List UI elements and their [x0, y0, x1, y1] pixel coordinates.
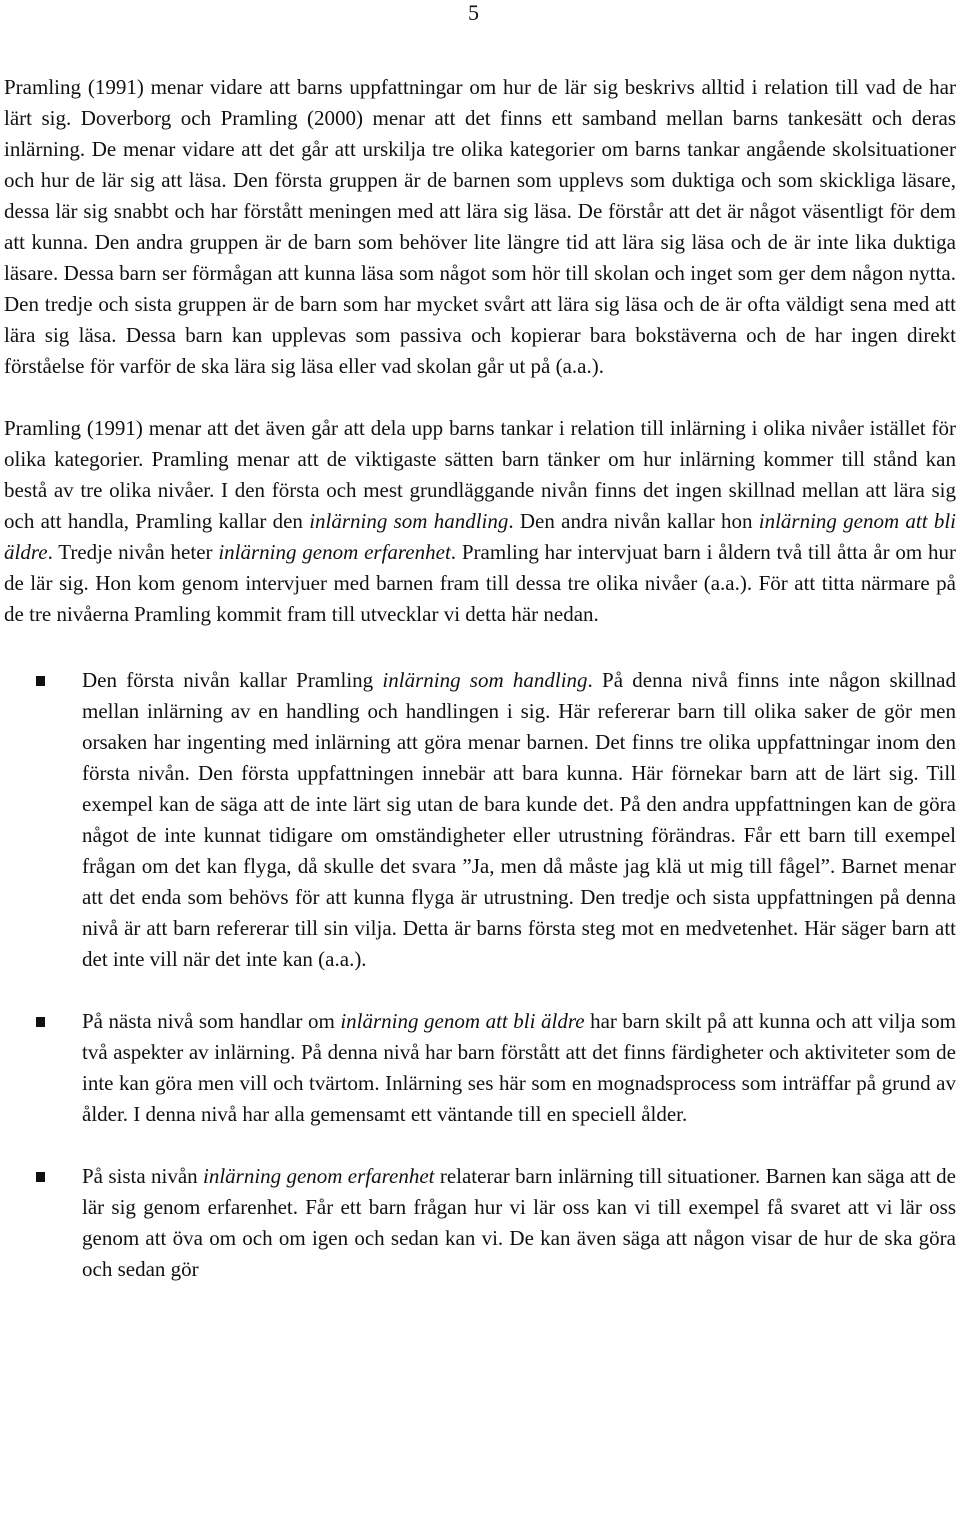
document-body — [4, 72, 956, 1285]
emphasis-term: inlärning genom att bli äldre — [4, 509, 957, 564]
page-number: 5 — [468, 0, 479, 25]
square-bullet-icon — [36, 1172, 45, 1182]
square-bullet-icon — [36, 1017, 45, 1027]
bullet-item-level-2 — [4, 1006, 956, 1130]
paragraph-text: . Pramling har intervjuat barn i åldern två till åtta år om hur de lär sig. Hon kom genom intervjuer med barnen fram till dessa tre olika nivåer (a.a.). För att titta närmare på de tre nivåerna Pramling kommit fram till utvecklar vi detta här nedan. — [4, 540, 956, 626]
levels-bullet-list — [4, 665, 956, 1285]
paragraph-text: . Tredje nivån heter — [47, 540, 219, 564]
bullet-text: På sista nivån — [82, 1164, 203, 1188]
paragraph-levels — [4, 413, 956, 630]
bullet-text: På nästa nivå som handlar om — [82, 1009, 341, 1033]
emphasis-term: inlärning genom att bli äldre — [340, 1009, 585, 1033]
emphasis-term: inlärning genom erfarenhet — [218, 540, 451, 564]
emphasis-term: inlärning genom erfarenhet — [202, 1164, 435, 1188]
paragraph-text: Pramling (1991) menar vidare att barns uppfattningar om hur de lär sig beskrivs alltid i relation till vad de har lärt sig. Doverborg och Pramling (2000) menar att det finns ett samband mellan barns tankesätt och deras inlärning. De menar vidare att det går att urskilja tre olika kategorier om barns tankar angående skolsituationer och hur de lär sig att läsa. Den första gruppen är de barnen som upplevs som duktiga och som skickliga läsare, dessa lär sig snabbt och har förstått meningen med att lära sig läsa. De förstår att det är något väsentligt för dem att kunna. Den andra gruppen är de barn som behöver lite längre tid att lära sig läsa och de är inte lika duktiga läsare. Dessa barn ser förmågan att kunna läsa som något som hör till skolan och inget som ger dem någon nytta. Den tredje och sista gruppen är de barn som har mycket svårt att lära sig läsa och de är ofta väldigt sena med att lära sig läsa. Dessa barn kan upplevas som passiva och kopierar bara bokstäverna och de har ingen direkt förståelse för varför de ska lära sig läsa eller vad skolan går ut på (a.a.). — [4, 75, 956, 378]
bullet-text: Den första nivån kallar Pramling — [82, 668, 383, 692]
bullet-text: relaterar barn inlärning till situationer. Barnen kan säga att de lär sig genom erfarenhet. Får ett barn frågan hur vi lär oss kan vi till exempel få svaret att vi lär oss genom att öva om och om igen och sedan kan vi. De kan även säga att någon visar de hur de ska göra och sedan gör — [82, 1164, 956, 1281]
bullet-item-level-1 — [4, 665, 956, 975]
bullet-text: har barn skilt på att kunna och att vilja som två aspekter av inlärning. På denna nivå har barn förstått att det finns färdigheter och aktiviteter som de inte kan göra men vill och tvärtom. Inlärning ses här som en mognadsprocess som inträffar på grund av ålder. I denna nivå har alla gemensamt ett väntande till en speciell ålder. — [82, 1009, 956, 1126]
paragraph-text: . Den andra nivån kallar hon — [508, 509, 759, 533]
emphasis-term: inlärning som handling — [382, 668, 588, 692]
paragraph-text: Pramling (1991) menar att det även går att dela upp barns tankar i relation till inlärning i olika nivåer istället för olika kategorier. Pramling menar att de viktigaste sätten barn tänker om hur inlärning kommer till stånd kan bestå av tre olika nivåer. I den första och mest grundläggande nivån finns det ingen skillnad mellan att lära sig och att handla, Pramling kallar den — [4, 416, 956, 533]
emphasis-term: inlärning som handling — [309, 509, 509, 533]
square-bullet-icon — [36, 676, 45, 686]
bullet-item-level-3 — [4, 1161, 956, 1285]
paragraph-categories — [4, 72, 956, 382]
bullet-text: . På denna nivå finns inte någon skillnad mellan inlärning av en handling och handlingen i sig. Här refererar barn till olika saker de gör men orsaken har ingenting med inlärning att göra menar barnen. Det finns tre olika uppfattningar inom den första nivån. Den första uppfattningen innebär att bara kunna. Här förnekar barn att de lärt sig. Till exempel kan de säga att de inte lärt sig utan de bara kunde det. På den andra uppfattningen kan de göra något de inte kunnat tidigare om omständigheter eller utrustning förändras. Får ett barn till exempel frågan om det kan flyga, då skulle det svara ”Ja, men då måste jag klä ut mig till fågel”. Barnet menar att det enda som behövs för att kunna flyga är utrustning. Den tredje och sista uppfattningen på denna nivå är att barn refererar till sin vilja. Detta är barns första steg mot en medvetenhet. Här säger barn att det inte vill när det inte kan (a.a.). — [82, 668, 956, 971]
